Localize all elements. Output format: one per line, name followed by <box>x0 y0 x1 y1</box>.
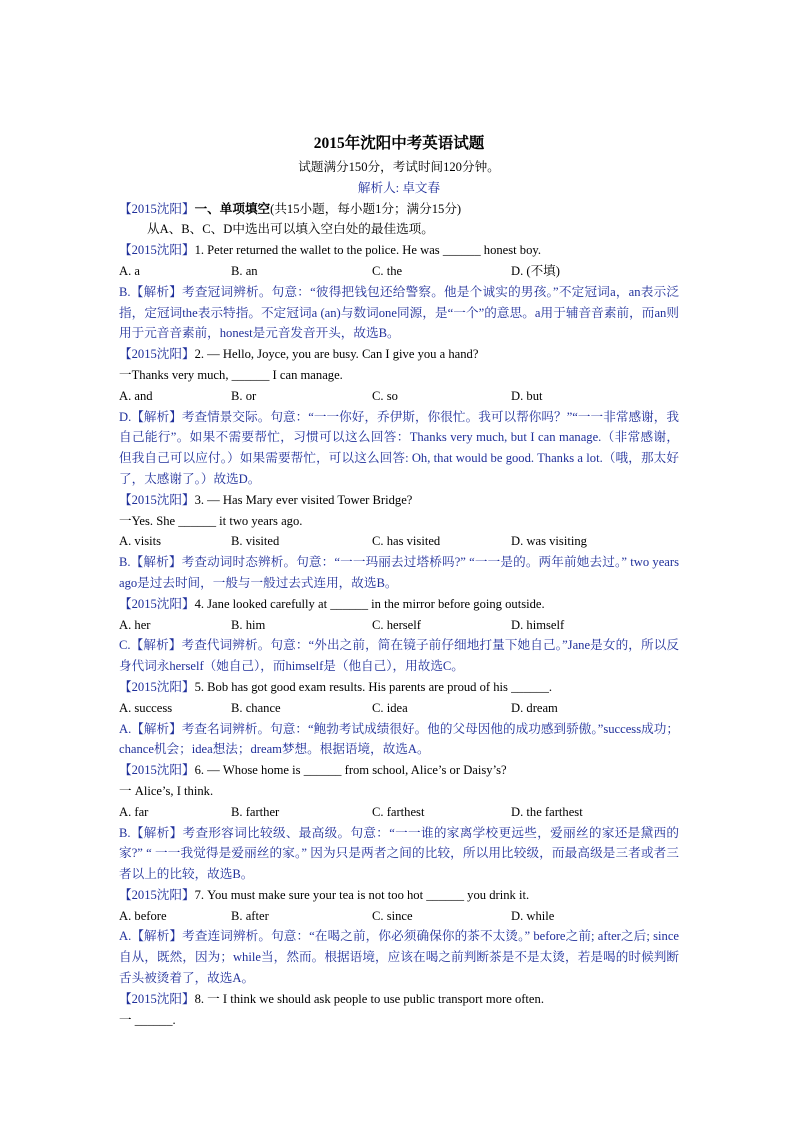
answer-option: A. and <box>119 388 153 403</box>
question-text: 1. Peter returned the wallet to the police. He was ______ honest boy. <box>194 243 542 258</box>
answer-option: A. a <box>119 263 140 278</box>
question-item <box>119 885 679 989</box>
question-text: 一 Alice’s, I think. <box>119 783 214 798</box>
answer-option: A. success <box>119 700 173 715</box>
answer-option: A. her <box>119 617 151 632</box>
analyst-line: 解析人: 卓文春 <box>357 180 441 195</box>
answer-option: B. him <box>231 617 266 632</box>
question-text: 2. — Hello, Joyce, you are busy. Can I give you a hand? <box>194 347 479 362</box>
answer-analysis: B.【解析】考查动词时态辨析。句意：“一一玛丽去过塔桥吗?” “一一是的。两年前她去过。” two years ago是过去时间，一般与一般过去式连用，故选B。 <box>119 555 679 590</box>
question-stem <box>119 594 679 615</box>
document-page <box>119 134 679 1030</box>
question-text: 3. — Has Mary ever visited Tower Bridge? <box>194 492 413 507</box>
answer-option: A. visits <box>119 534 161 549</box>
question-stem <box>119 781 679 802</box>
answer-analysis: B.【解析】考查形容词比较级、最高级。句意：“一一谁的家离学校更远些，爱丽丝的家还是黛西的家?” “ 一一我觉得是爱丽丝的家。” 因为只是两者之间的比较，所以用比较级，而最高级是三者或者三者以上的比较，故选B。 <box>119 825 679 882</box>
section-tag: 【2015沈阳】 <box>119 201 195 216</box>
answer-analysis: B.【解析】考查冠词辨析。句意：“彼得把钱包还给警察。他是个诚实的男孩。”不定冠词a，an表示泛指，定冠词the表示特指。不定冠词a (an)与数词one同源，是“一个”的意思。a用于辅音音素前，而an则用于元音音素前，honest是元音发音开头，故选B。 <box>119 284 679 341</box>
answer-option: B. an <box>231 263 258 278</box>
question-item <box>119 594 679 677</box>
answer-analysis: A.【解析】考查连词辨析。句意：“在喝之前，你必须确保你的茶不太烫。” before之前; after之后; since自从，既然，因为；while当，然而。根据语境，应该在喝之前判断茶是不是太烫，若是喝的时候判断舌头被烫着了，故选A。 <box>119 929 679 986</box>
question-item <box>119 240 679 344</box>
answer-option: D. dream <box>511 700 558 715</box>
question-item <box>119 344 679 490</box>
question-item <box>119 677 679 760</box>
answer-option: B. or <box>231 388 257 403</box>
question-text: 一 ______. <box>119 1012 176 1027</box>
question-stem <box>119 344 679 365</box>
option-row <box>119 906 679 927</box>
answer-option: D. while <box>511 908 555 923</box>
answer-option: C. the <box>372 263 403 278</box>
question-text: 4. Jane looked carefully at ______ in the mirror before going outside. <box>194 596 545 611</box>
answer-option: B. chance <box>231 700 281 715</box>
question-stem <box>119 511 679 532</box>
option-row <box>119 615 679 636</box>
question-stem <box>119 1010 679 1031</box>
question-stem <box>119 885 679 906</box>
answer-option: C. so <box>372 388 398 403</box>
question-tag: 【2015沈阳】 <box>119 887 195 902</box>
question-tag: 【2015沈阳】 <box>119 679 195 694</box>
answer-option: D. was visiting <box>511 534 587 549</box>
option-row <box>119 386 679 407</box>
question-text: 6. — Whose home is ______ from school, Alice’s or Daisy’s? <box>194 763 507 778</box>
answer-option: A. before <box>119 908 167 923</box>
answer-option: B. farther <box>231 804 280 819</box>
answer-option: D. himself <box>511 617 565 632</box>
question-text: 7. You must make sure your tea is not too hot ______ you drink it. <box>194 887 530 902</box>
question-tag: 【2015沈阳】 <box>119 492 195 507</box>
section-heading <box>119 199 679 220</box>
answer-analysis: D.【解析】考查情景交际。句意：“一一你好，乔伊斯，你很忙。我可以帮你吗？”“一一非常感谢，我自己能行”。如果不需要帮忙，习惯可以这么回答：Thanks very much, but I can manage.（非常感谢，但我自己可以应付。）如果需要帮忙，可以这么回答: Oh, that would be good. Thanks a lot.（哦，那太好了，太感谢了。）故选D。 <box>119 409 679 486</box>
question-tag: 【2015沈阳】 <box>119 763 195 778</box>
section-detail: (共15小题，每小题1分；满分15分) <box>270 201 462 216</box>
question-stem <box>119 760 679 781</box>
option-row <box>119 698 679 719</box>
question-tag: 【2015沈阳】 <box>119 991 195 1006</box>
answer-option: D. (不填) <box>511 263 560 278</box>
question-stem <box>119 240 679 261</box>
question-item <box>119 989 679 1031</box>
answer-option: C. has visited <box>372 534 441 549</box>
question-stem <box>119 365 679 386</box>
question-stem <box>119 989 679 1010</box>
exam-info: 试题满分150分，考试时间120分钟。 <box>298 160 500 174</box>
question-list <box>119 240 679 1030</box>
answer-option: B. after <box>231 908 269 923</box>
page-title: 2015年沈阳中考英语试题 <box>313 135 485 152</box>
option-row <box>119 531 679 552</box>
question-item <box>119 490 679 594</box>
section-title: 一、单项填空 <box>194 201 271 216</box>
answer-option: D. but <box>511 388 543 403</box>
question-tag: 【2015沈阳】 <box>119 243 195 258</box>
answer-option: C. idea <box>372 700 408 715</box>
question-stem <box>119 490 679 511</box>
option-row <box>119 261 679 282</box>
answer-option: C. since <box>372 908 413 923</box>
answer-option: C. herself <box>372 617 421 632</box>
answer-analysis: A.【解析】考查名词辨析。句意：“鲍勃考试成绩很好。他的父母因他的成功感到骄傲。”success成功；chance机会；idea想法；dream梦想。根据语境，故选A。 <box>119 721 679 757</box>
answer-option: A. far <box>119 804 149 819</box>
option-row <box>119 802 679 823</box>
answer-option: C. farthest <box>372 804 425 819</box>
question-text: 一Yes. She ______ it two years ago. <box>119 513 303 528</box>
question-tag: 【2015沈阳】 <box>119 347 195 362</box>
answer-analysis: C.【解析】考查代词辨析。句意：“外出之前，简在镜子前仔细地打量下她自己。”Jane是女的，所以反身代词永herself（她自己），而himself是（他自己），用故选C。 <box>119 638 679 674</box>
answer-option: D. the farthest <box>511 804 583 819</box>
question-tag: 【2015沈阳】 <box>119 596 195 611</box>
question-stem <box>119 677 679 698</box>
question-text: 8. 一 I think we should ask people to use public transport more often. <box>194 991 544 1006</box>
question-item <box>119 760 679 885</box>
answer-option: B. visited <box>231 534 280 549</box>
question-text: 5. Bob has got good exam results. His parents are proud of his ______. <box>194 679 553 694</box>
section-instruction: 从A、B、C、D中选出可以填入空白处的最佳选项。 <box>147 222 434 237</box>
question-text: 一Thanks very much, ______ I can manage. <box>119 367 343 382</box>
